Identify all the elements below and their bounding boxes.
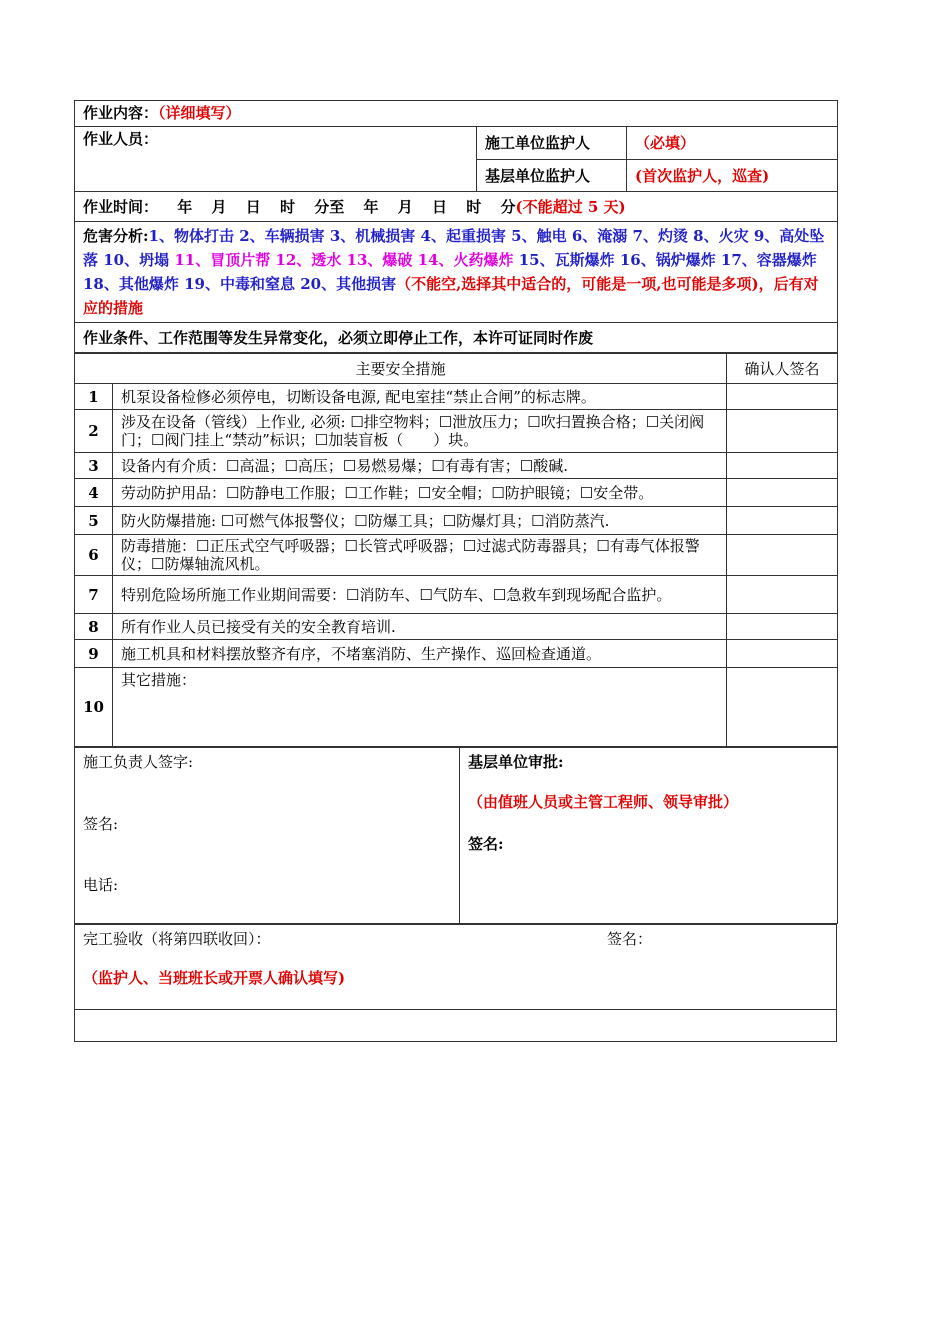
completion-label: 完工验收（将第四联收回）： — [83, 930, 271, 948]
work-permit-form — [74, 100, 837, 1042]
leader-signature-cell[interactable] — [75, 748, 460, 924]
leader-sign-label: 签名: — [83, 815, 119, 833]
work-time-row[interactable] — [75, 192, 838, 222]
unit-monitor-label: 基层单位监护人 — [477, 160, 627, 192]
measure-number: 3 — [75, 453, 113, 479]
workers-label: 作业人员： — [83, 130, 159, 148]
confirm-signature-field[interactable] — [727, 535, 838, 576]
table-row — [75, 535, 838, 576]
measure-number: 1 — [75, 384, 113, 410]
measure-text: 机泵设备检修必须停电，切断设备电源, 配电室挂“禁止合闸”的标志牌。 — [113, 384, 727, 410]
measure-number: 7 — [75, 576, 113, 614]
measure-number: 5 — [75, 507, 113, 535]
time-part: 日 — [432, 197, 448, 216]
work-time-hint: (不能超过 5 天) — [515, 197, 626, 216]
workers-cell[interactable] — [75, 127, 477, 192]
time-part: 月 — [397, 197, 413, 216]
time-part: 时 — [466, 197, 482, 216]
table-row — [75, 384, 838, 410]
confirm-signature-field[interactable] — [727, 614, 838, 640]
leader-phone-label: 电话: — [83, 876, 119, 894]
hazard-label: 危害分析: — [83, 227, 149, 245]
unit-monitor-field[interactable]: (首次监护人，巡查) — [627, 160, 838, 192]
measure-number: 2 — [75, 410, 113, 453]
table-row — [75, 453, 838, 479]
confirm-signature-field[interactable] — [727, 384, 838, 410]
table-row — [75, 507, 838, 535]
measure-number: 4 — [75, 479, 113, 507]
work-content-hint: （详细填写） — [158, 104, 241, 122]
time-part: 日 — [245, 197, 261, 216]
approval-label: 基层单位审批: — [468, 753, 564, 771]
time-part: 分 — [500, 197, 516, 216]
time-part: 年 — [363, 197, 379, 216]
measure-number: 6 — [75, 535, 113, 576]
unit-approval-cell[interactable] — [460, 748, 838, 924]
measures-header-title: 主要安全措施 — [75, 354, 727, 384]
measure-number: 8 — [75, 614, 113, 640]
measure-number: 10 — [75, 668, 113, 747]
work-content-label: 作业内容： — [83, 104, 159, 122]
other-measures-field[interactable] — [113, 668, 727, 747]
time-part: 年 — [177, 197, 193, 216]
measure-text: 施工机具和材料摆放整齐有序，不堵塞消防、生产操作、巡回检查通道。 — [113, 640, 727, 668]
measure-text: 所有作业人员已接受有关的安全教育培训. — [113, 614, 727, 640]
table-row — [75, 668, 838, 747]
time-part: 时 — [280, 197, 296, 216]
confirm-signature-field[interactable] — [727, 453, 838, 479]
measure-text: 劳动防护用品：☐防静电工作服；☐工作鞋；☐安全帽；☐防护眼镜；☐安全带。 — [113, 479, 727, 507]
measure-number: 9 — [75, 640, 113, 668]
time-part: 月 — [211, 197, 227, 216]
confirm-signature-field[interactable] — [727, 576, 838, 614]
table-row — [75, 640, 838, 668]
contractor-monitor-label: 施工单位监护人 — [477, 127, 627, 160]
safety-measures-table — [74, 353, 838, 747]
hazard-list-1: 1、物体打击 2、车辆损害 3、机械损害 4、起重损害 5、触电 6、淹溺 7、灼烫 8、火灾 9、高处坠落 10、坍塌 — [83, 227, 825, 269]
hazard-list-2: 11、冒顶片帮 12、透水 13、爆破 14、火药爆炸 — [169, 251, 514, 269]
measure-text: 设备内有介质：☐高温；☐高压；☐易燃易爆；☐有毒有害；☐酸碱. — [113, 453, 727, 479]
empty-footer-row[interactable] — [75, 1010, 837, 1042]
table-row — [75, 614, 838, 640]
time-part: 分至 — [314, 197, 345, 216]
table-row — [75, 410, 838, 453]
completion-hint: （监护人、当班班长或开票人确认填写) — [83, 969, 346, 987]
approval-sign-label: 签名: — [468, 835, 504, 853]
hazard-analysis-row — [75, 222, 838, 323]
confirm-signature-field[interactable] — [727, 507, 838, 535]
measures-header-confirm: 确认人签名 — [727, 354, 838, 384]
confirm-signature-field[interactable] — [727, 640, 838, 668]
measure-text: 防火防爆措施: ☐可燃气体报警仪；☐防爆工具；☐防爆灯具；☐消防蒸汽. — [113, 507, 727, 535]
permit-header-table — [74, 100, 838, 353]
table-row — [75, 479, 838, 507]
measure-text: 防毒措施：☐正压式空气呼吸器；☐长管式呼吸器；☐过滤式防毒器具；☐有毒气体报警仪；☐防爆轴流风机。 — [113, 535, 727, 576]
hazard-note: （不能空,选择其中适合的，可能是一项,也可能是多项)，后有对应的措施 — [83, 275, 819, 317]
completion-table — [74, 924, 837, 1042]
completion-sign-label: 签名： — [607, 930, 653, 948]
confirm-signature-field[interactable] — [727, 668, 838, 747]
hazard-list-3: 15、瓦斯爆炸 16、锅炉爆炸 17、容器爆炸 18、其他爆炸 19、中毒和窒息 20、其他损害 — [83, 251, 817, 293]
signoff-table — [74, 747, 838, 924]
completion-cell[interactable] — [75, 925, 837, 1010]
confirm-signature-field[interactable] — [727, 410, 838, 453]
measure-text: 其它措施： — [121, 671, 197, 689]
work-time-label: 作业时间： — [83, 197, 159, 216]
measure-text: 特别危险场所施工作业期间需要：☐消防车、☐气防车、☐急救车到现场配合监护。 — [113, 576, 727, 614]
table-row — [75, 576, 838, 614]
condition-note: 作业条件、工作范围等发生异常变化，必须立即停止工作，本许可证同时作废 — [75, 323, 838, 353]
approval-hint: （由值班人员或主管工程师、领导审批） — [468, 793, 739, 811]
contractor-monitor-field[interactable]: （必填） — [627, 127, 838, 160]
confirm-signature-field[interactable] — [727, 479, 838, 507]
work-content-row[interactable] — [75, 101, 838, 127]
leader-label: 施工负责人签字: — [83, 753, 194, 771]
measure-text: 涉及在设备（管线）上作业, 必须: ☐排空物料；☐泄放压力；☐吹扫置换合格；☐关闭阀门；☐阀门挂上“禁动”标识；☐加装盲板（ ）块。 — [113, 410, 727, 453]
